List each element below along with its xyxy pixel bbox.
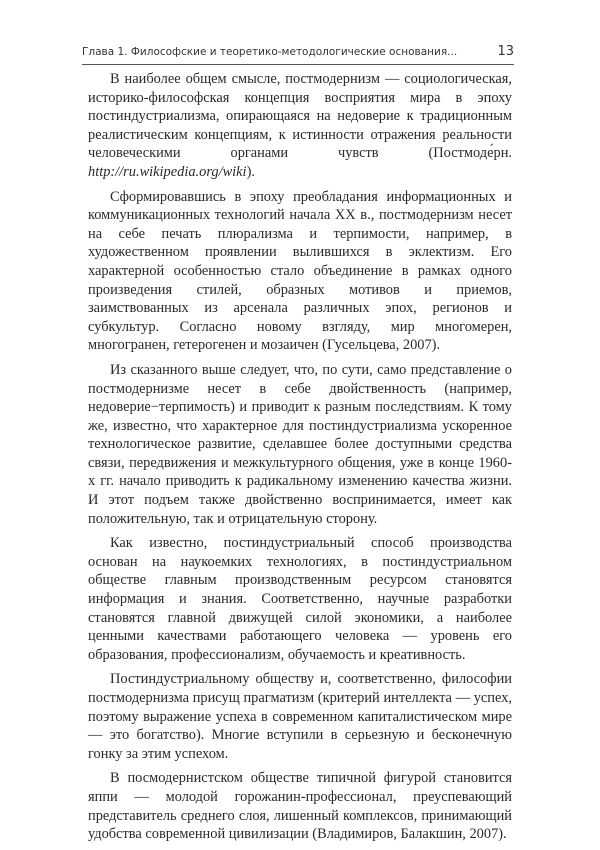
citation-url-link[interactable]: http://ru.wikipedia.org/wiki [88, 163, 247, 180]
paragraph-pragmatism: Постиндустриальному обществу и, соответственно, философии постмодернизма присущ прагматизм (критерий интеллекта — успех, поэтому выражение успеха в современном капиталистическом мире — это богатство). Многие вступили в серьезную и бесконечную гонку за этим успехом. [88, 671, 512, 762]
page-number: 13 [497, 44, 514, 59]
running-header [82, 44, 514, 65]
paragraph-yuppie: В посмодернистском обществе типичной фигурой становится яппи — молодой горожанин-профессионал, преуспевающий представитель среднего слоя, лишенный комплексов, принимающий удобства современной цивилизации (Владимиров, Балакшин, 2007). [88, 770, 512, 843]
paragraph-postmodernism-definition [88, 70, 512, 182]
paragraph-postindustrial-production: Как известно, постиндустриальный способ производства основан на наукоемких технологиях, в постиндустриальном обществе главным производственным ресурсом становятся информация и знания. Соответственно, научные разработки становятся главной движущей силой экономики, а наиболее ценными качествами работающего человека — уровень его образования, профессионализм, обучаемость и креативность. [88, 535, 512, 663]
chapter-running-title: Глава 1. Философские и теоретико-методологические основания... [82, 46, 458, 58]
paragraph-duality: Из сказанного выше следует, что, по сути, само представление о постмодернизме несет в себе двойственность (например, недоверие−терпимость) и приводит к разным последствиям. К тому же, известно, что характерное для постиндустриализма ускоренное технологическое развитие, сделавшее более доступными средства связи, передвижения и межкультурного общения, уже в конце 1960-х гг. начало приводить к радикальному изменению качества жизни. И этот подъем также двойственно воспринимается, имеет как положительную, так и отрицательную сторону. [88, 361, 512, 527]
paragraph-information-era: Сформировавшись в эпоху преобладания информационных и коммуникационных технологий начала XX в., постмодернизм несет на себе печать плюрализма и терпимости, например, в художественном проявлении вылившихся в эклектизм. Его характерной особенностью стало объединение в рамках одного произведения стилей, образных мотивов и приемов, заимствованных из арсенала различных эпох, регионов и субкультур. Согласно новому взгляду, мир многомерен, многогранен, гетерогенен и мозаичен (Гусельцева, 2007). [88, 188, 512, 354]
paragraph-text: В наиболее общем смысле, постмодернизм — социологическая, историко-философская концепция восприятия мира в эпоху постиндустриализма, опирающаяся на недоверие к традиционным реалистическим концепциям, к истинности отражения реальности человеческими органами чувств (Постмоде́рн. [88, 71, 512, 162]
body-text [88, 70, 512, 850]
paragraph-text: ). [246, 163, 255, 180]
